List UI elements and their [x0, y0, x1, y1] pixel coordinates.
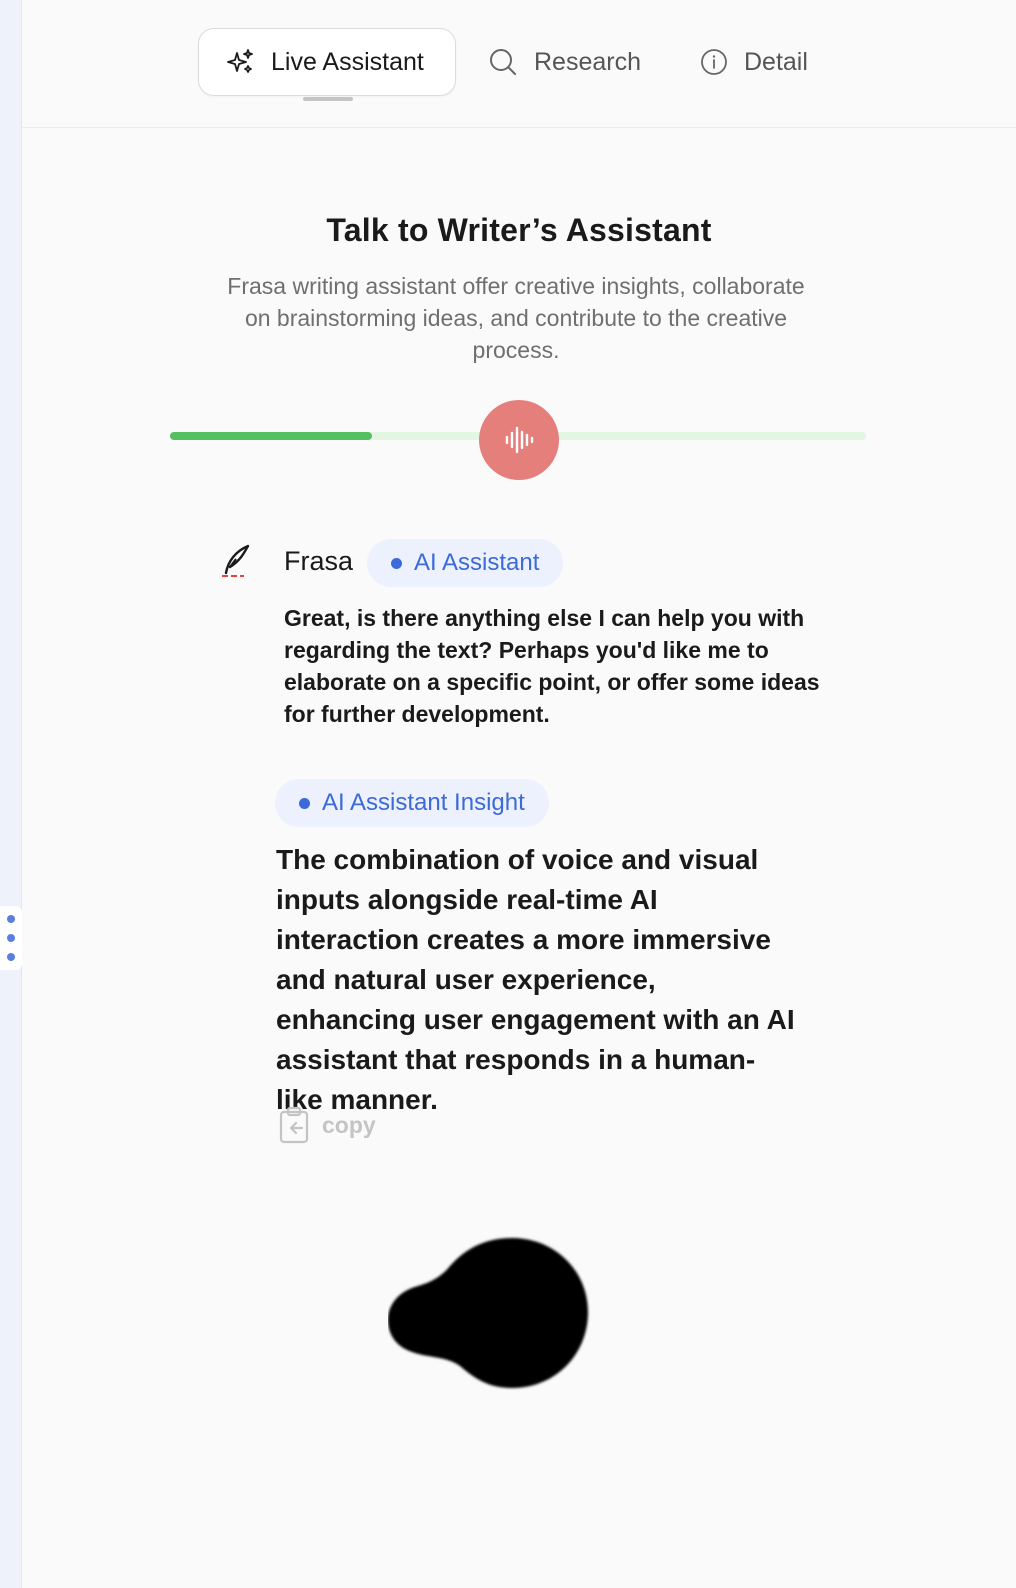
handle-dot: [7, 953, 15, 961]
ai-insight-badge: [275, 779, 549, 827]
tab-bar: [22, 0, 1016, 128]
ai-assistant-badge: [367, 539, 563, 587]
search-icon: [488, 47, 518, 77]
page-title: Talk to Writer’s Assistant: [326, 212, 712, 248]
sidebar-handle[interactable]: [0, 906, 22, 970]
left-sidebar-rail: [0, 0, 22, 1588]
clipboard-icon: [278, 1106, 312, 1144]
tab-label: Research: [534, 47, 641, 76]
voice-progress-fill: [170, 432, 372, 440]
badge-label: AI Assistant: [414, 549, 540, 576]
active-tab-indicator: [303, 97, 353, 101]
page-subtitle: Frasa writing assistant offer creative insights, collaborate on brainstorming ideas, and contribute to the creative process.: [227, 273, 805, 363]
sparkles-icon: [225, 47, 255, 77]
insight-text: The combination of voice and visual inputs alongside real-time AI interaction creates a more immersive and natural user experience, enhancing user engagement with an AI assistant that responds in a human-like manner.: [276, 844, 795, 1115]
badge-label: AI Assistant Insight: [322, 789, 525, 816]
quill-pen-icon: [218, 543, 252, 581]
tab-label: Live Assistant: [271, 47, 424, 76]
voice-orb: [388, 1236, 598, 1396]
handle-dot: [7, 934, 15, 942]
info-icon: [700, 48, 728, 76]
sender-name: Frasa: [284, 546, 354, 576]
assistant-message: Great, is there anything else I can help you with regarding the text? Perhaps you'd like me to elaborate on a specific point, or offer some ideas for further development.: [284, 605, 820, 727]
tab-label: Detail: [744, 47, 808, 76]
tab-research[interactable]: [488, 28, 641, 96]
tab-live-assistant[interactable]: [198, 28, 456, 96]
copy-button[interactable]: [278, 1106, 376, 1144]
badge-dot: [391, 558, 402, 569]
badge-dot: [299, 798, 310, 809]
handle-dot: [7, 915, 15, 923]
waveform-icon: [502, 423, 536, 457]
copy-label: copy: [322, 1111, 376, 1138]
voice-record-button[interactable]: [479, 400, 559, 480]
tab-detail[interactable]: [700, 28, 808, 96]
